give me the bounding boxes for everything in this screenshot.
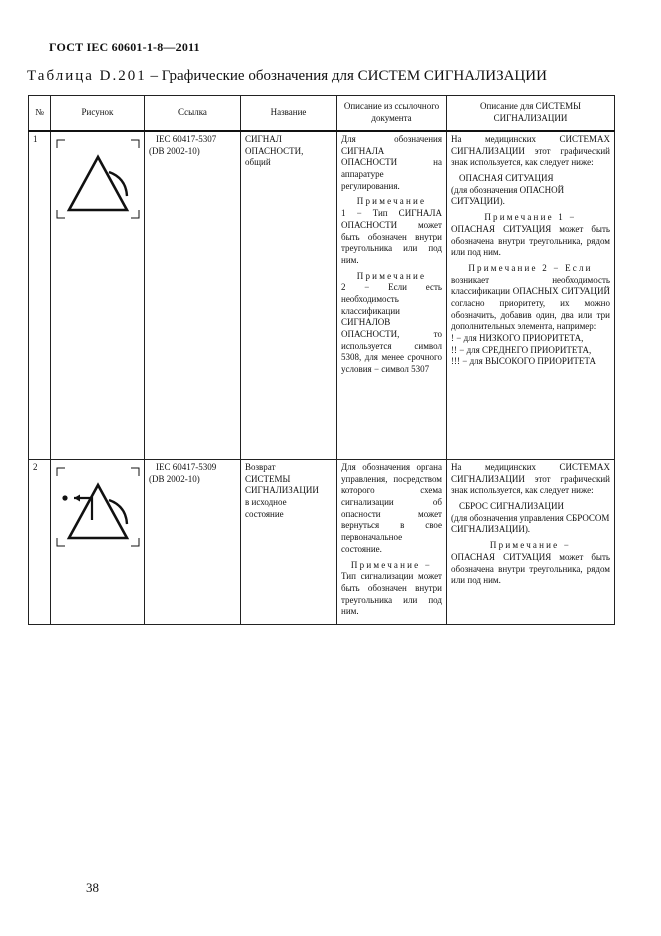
system-note-text: ОПАСНАЯ СИТУАЦИЯ может быть обозначена внутри треугольника, рядом или под ним. xyxy=(451,223,610,258)
table-header-row xyxy=(29,96,615,132)
source-description-cell xyxy=(337,131,447,460)
alarm-warning-triangle-icon xyxy=(55,138,141,220)
table-row xyxy=(29,131,615,460)
source-description-cell xyxy=(337,460,447,625)
header-source-description: Описание из ссылочного документа xyxy=(337,96,447,132)
system-usage: (для обозначения управления СБРОСОМ СИГНАЛИЗАЦИИ). xyxy=(451,512,610,535)
system-symbol-name: СБРОС СИГНАЛИЗАЦИИ xyxy=(459,501,564,512)
name-line: СИГНАЛ xyxy=(245,134,282,144)
system-description-cell xyxy=(447,131,615,460)
reference-date: (DB 2002-10) xyxy=(149,473,200,484)
system-note-text: возникает необходимость классификации ОПАСНЫХ СИТУАЦИЙ согласно приоритету, их можно обозначить, добавив один, два или три дополнительных элемента, например: xyxy=(451,274,610,332)
system-note-text: ОПАСНАЯ СИТУАЦИЯ может быть обозначена внутри треугольника, рядом или под ним. xyxy=(451,551,610,586)
header-system-description: Описание для СИСТЕМЫ СИГНАЛИЗАЦИИ xyxy=(447,96,615,132)
table-row xyxy=(29,460,615,625)
source-text: Для обозначения органа управления, посредством которого схема сигнализации об опасности может вернуться в свое первоначальное состояние. xyxy=(341,462,442,554)
system-intro: На медицинских СИСТЕМАХ СИГНАЛИЗАЦИИ этот графический знак используется, как следует ниже: xyxy=(451,134,610,168)
table-title xyxy=(27,68,647,85)
name-line: СИГНАЛИЗАЦИИ xyxy=(245,485,319,496)
table-title-text: Графические обозначения для СИСТЕМ СИГНАЛИЗАЦИИ xyxy=(161,68,547,84)
reference-cell xyxy=(145,131,241,460)
name-line: Возврат xyxy=(245,462,276,472)
header-reference: Ссылка xyxy=(145,96,241,132)
table-title-separator: – xyxy=(146,68,162,84)
reference-code: IEC 60417-5309 xyxy=(156,462,217,472)
name-line: общий xyxy=(245,157,271,168)
source-note-label: Примечание xyxy=(356,270,427,281)
header-figure: Рисунок xyxy=(51,96,145,132)
name-line: СИСТЕМЫ xyxy=(245,473,291,484)
reference-date: (DB 2002-10) xyxy=(149,145,200,156)
document-code: ГОСТ IEC 60601-1-8—2011 xyxy=(49,40,200,54)
source-note-text: Тип сигнализации может быть обозначен внутри треугольника или под ним. xyxy=(341,571,442,617)
system-note-label: Примечание 1 − xyxy=(484,212,577,223)
row-number: 2 xyxy=(29,460,51,625)
system-symbol-name: ОПАСНАЯ СИТУАЦИЯ xyxy=(459,173,554,184)
priority-high: !!! − для ВЫСОКОГО ПРИОРИТЕТА xyxy=(451,356,596,367)
source-note-text: 1 − Тип СИГНАЛА ОПАСНОСТИ может быть обозначен внутри треугольника или под ним. xyxy=(341,208,442,265)
system-intro: На медицинских СИСТЕМАХ СИГНАЛИЗАЦИИ этот графический знак используется, как следует ниже: xyxy=(451,462,610,496)
source-note-label: Примечание xyxy=(356,196,427,207)
header-name: Название xyxy=(241,96,337,132)
table-title-label: Таблица D.201 xyxy=(27,68,147,84)
symbols-table xyxy=(28,95,615,625)
name-line: ОПАСНОСТИ, xyxy=(245,145,304,156)
name-line: в исходное xyxy=(245,497,287,508)
symbol-cell xyxy=(51,460,145,625)
source-note-label: Примечание − xyxy=(350,559,433,570)
name-cell xyxy=(241,131,337,460)
system-note-label: Примечание 2 − Если xyxy=(468,262,593,273)
system-description-cell xyxy=(447,460,615,625)
source-text: Для обозначения СИГНАЛА ОПАСНОСТИ на аппаратуре регулирования. xyxy=(341,134,442,191)
name-line: состояние xyxy=(245,508,284,519)
reference-cell xyxy=(145,460,241,625)
header-num: № xyxy=(29,96,51,132)
priority-low: ! − для НИЗКОГО ПРИОРИТЕТА, xyxy=(451,333,584,343)
symbol-cell xyxy=(51,131,145,460)
row-number: 1 xyxy=(29,131,51,460)
priority-medium: !! − для СРЕДНЕГО ПРИОРИТЕТА, xyxy=(451,344,592,355)
reference-code: IEC 60417-5307 xyxy=(156,134,217,144)
name-cell xyxy=(241,460,337,625)
alarm-reset-triangle-icon xyxy=(55,466,141,548)
system-usage: (для обозначения ОПАСНОЙ СИТУАЦИИ). xyxy=(451,184,565,207)
system-note-label: Примечание − xyxy=(489,540,572,551)
source-note-text: 2 − Если есть необходимость классификации СИГНАЛОВ ОПАСНОСТИ, то используется символ 5308, для менее срочного условия − символ 5307 xyxy=(341,282,442,375)
page-number: 38 xyxy=(86,880,99,895)
